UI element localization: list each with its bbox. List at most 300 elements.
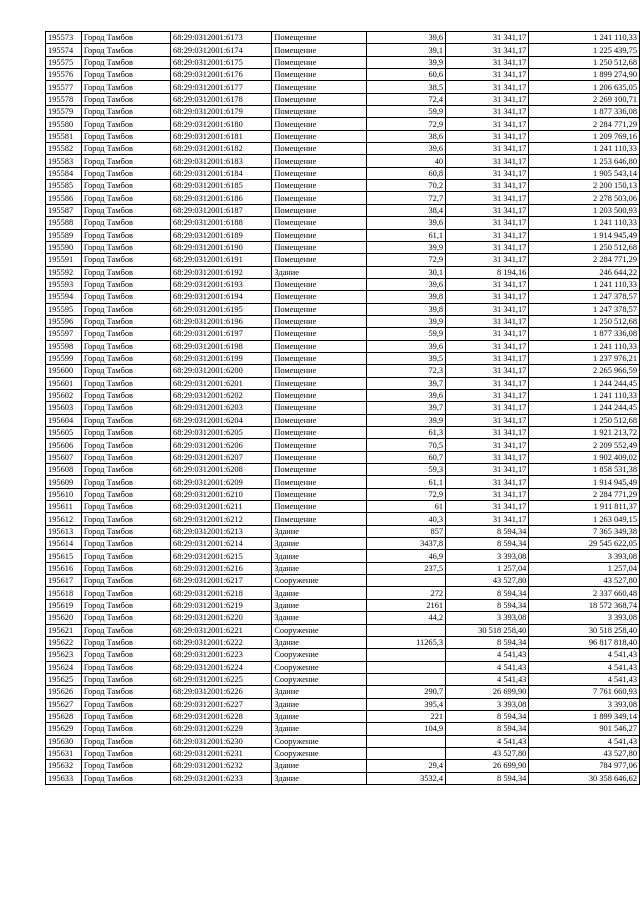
municipality-cell: Город Тамбов — [81, 180, 170, 192]
object-type-cell: Помещение — [272, 106, 367, 118]
row-number-cell: 195591 — [46, 254, 82, 266]
municipality-cell: Город Тамбов — [81, 93, 170, 105]
row-number-cell: 195633 — [46, 772, 82, 784]
municipality-cell: Город Тамбов — [81, 217, 170, 229]
municipality-cell: Город Тамбов — [81, 266, 170, 278]
area-cell: 29,4 — [367, 760, 446, 772]
area-cell: 11265,3 — [367, 636, 446, 648]
area-cell: 39,6 — [367, 340, 446, 352]
cadastral-value-table — [45, 31, 640, 785]
cadastral-value-cell: 2 269 100,71 — [529, 93, 640, 105]
object-type-cell: Помещение — [272, 278, 367, 290]
table-row — [46, 32, 640, 44]
area-cell: 39,6 — [367, 143, 446, 155]
unit-value-cell: 31 341,17 — [446, 328, 529, 340]
object-type-cell: Помещение — [272, 315, 367, 327]
row-number-cell: 195618 — [46, 587, 82, 599]
cadastral-number-cell: 68:29:0312001:6215 — [171, 550, 272, 562]
table-row — [46, 599, 640, 611]
table-row — [46, 624, 640, 636]
unit-value-cell: 8 594,34 — [446, 587, 529, 599]
cadastral-value-cell: 1 914 945,49 — [529, 476, 640, 488]
unit-value-cell: 8 594,34 — [446, 525, 529, 537]
table-row — [46, 488, 640, 500]
table-row — [46, 612, 640, 624]
area-cell: 38,6 — [367, 130, 446, 142]
table-row — [46, 760, 640, 772]
row-number-cell: 195596 — [46, 315, 82, 327]
table-row — [46, 229, 640, 241]
area-cell: 2161 — [367, 599, 446, 611]
area-cell: 59,9 — [367, 328, 446, 340]
object-type-cell: Помещение — [272, 414, 367, 426]
object-type-cell: Помещение — [272, 402, 367, 414]
cadastral-number-cell: 68:29:0312001:6179 — [171, 106, 272, 118]
cadastral-number-cell: 68:29:0312001:6186 — [171, 192, 272, 204]
unit-value-cell: 43 527,80 — [446, 575, 529, 587]
object-type-cell: Здание — [272, 599, 367, 611]
table-row — [46, 427, 640, 439]
municipality-cell: Город Тамбов — [81, 723, 170, 735]
unit-value-cell: 31 341,17 — [446, 340, 529, 352]
object-type-cell: Помещение — [272, 451, 367, 463]
cadastral-value-cell: 1 250 512,68 — [529, 56, 640, 68]
cadastral-number-cell: 68:29:0312001:6178 — [171, 93, 272, 105]
cadastral-number-cell: 68:29:0312001:6223 — [171, 649, 272, 661]
area-cell: 38,4 — [367, 204, 446, 216]
row-number-cell: 195593 — [46, 278, 82, 290]
area-cell: 72,4 — [367, 93, 446, 105]
unit-value-cell: 31 341,17 — [446, 56, 529, 68]
table-row — [46, 266, 640, 278]
unit-value-cell: 31 341,17 — [446, 44, 529, 56]
area-cell: 38,5 — [367, 81, 446, 93]
unit-value-cell: 31 341,17 — [446, 291, 529, 303]
table-row — [46, 476, 640, 488]
municipality-cell: Город Тамбов — [81, 389, 170, 401]
table-row — [46, 56, 640, 68]
unit-value-cell: 31 341,17 — [446, 130, 529, 142]
unit-value-cell: 3 393,08 — [446, 550, 529, 562]
object-type-cell: Помещение — [272, 501, 367, 513]
row-number-cell: 195601 — [46, 377, 82, 389]
table-row — [46, 735, 640, 747]
cadastral-number-cell: 68:29:0312001:6217 — [171, 575, 272, 587]
unit-value-cell: 31 341,17 — [446, 106, 529, 118]
municipality-cell: Город Тамбов — [81, 661, 170, 673]
object-type-cell: Здание — [272, 723, 367, 735]
unit-value-cell: 31 341,17 — [446, 476, 529, 488]
object-type-cell: Здание — [272, 562, 367, 574]
municipality-cell: Город Тамбов — [81, 575, 170, 587]
cadastral-value-cell: 4 541,43 — [529, 673, 640, 685]
row-number-cell: 195588 — [46, 217, 82, 229]
row-number-cell: 195581 — [46, 130, 82, 142]
area-cell: 857 — [367, 525, 446, 537]
cadastral-number-cell: 68:29:0312001:6183 — [171, 155, 272, 167]
cadastral-number-cell: 68:29:0312001:6196 — [171, 315, 272, 327]
cadastral-value-cell: 1 899 274,90 — [529, 69, 640, 81]
municipality-cell: Город Тамбов — [81, 254, 170, 266]
object-type-cell: Помещение — [272, 389, 367, 401]
area-cell: 290,7 — [367, 686, 446, 698]
cadastral-number-cell: 68:29:0312001:6226 — [171, 686, 272, 698]
cadastral-value-cell: 30 518 258,40 — [529, 624, 640, 636]
table-row — [46, 118, 640, 130]
municipality-cell: Город Тамбов — [81, 143, 170, 155]
row-number-cell: 195623 — [46, 649, 82, 661]
cadastral-value-cell: 7 365 349,38 — [529, 525, 640, 537]
cadastral-value-cell: 1 247 378,57 — [529, 303, 640, 315]
cadastral-number-cell: 68:29:0312001:6233 — [171, 772, 272, 784]
cadastral-number-cell: 68:29:0312001:6180 — [171, 118, 272, 130]
row-number-cell: 195615 — [46, 550, 82, 562]
area-cell: 60,7 — [367, 451, 446, 463]
area-cell: 39,9 — [367, 241, 446, 253]
cadastral-value-cell: 1 877 336,08 — [529, 328, 640, 340]
municipality-cell: Город Тамбов — [81, 562, 170, 574]
cadastral-number-cell: 68:29:0312001:6218 — [171, 587, 272, 599]
area-cell — [367, 575, 446, 587]
row-number-cell: 195573 — [46, 32, 82, 44]
cadastral-value-cell: 1 244 244,45 — [529, 377, 640, 389]
area-cell: 39,8 — [367, 291, 446, 303]
object-type-cell: Здание — [272, 550, 367, 562]
table-row — [46, 377, 640, 389]
cadastral-value-cell: 2 278 503,06 — [529, 192, 640, 204]
municipality-cell: Город Тамбов — [81, 278, 170, 290]
table-row — [46, 303, 640, 315]
table-row — [46, 661, 640, 673]
municipality-cell: Город Тамбов — [81, 673, 170, 685]
cadastral-value-cell: 1 250 512,68 — [529, 315, 640, 327]
table-row — [46, 587, 640, 599]
cadastral-number-cell: 68:29:0312001:6185 — [171, 180, 272, 192]
row-number-cell: 195611 — [46, 501, 82, 513]
area-cell: 59,3 — [367, 464, 446, 476]
cadastral-value-cell: 2 265 966,59 — [529, 365, 640, 377]
row-number-cell: 195605 — [46, 427, 82, 439]
cadastral-value-cell: 1 250 512,68 — [529, 241, 640, 253]
cadastral-number-cell: 68:29:0312001:6230 — [171, 735, 272, 747]
cadastral-number-cell: 68:29:0312001:6213 — [171, 525, 272, 537]
cadastral-value-cell: 2 284 771,29 — [529, 118, 640, 130]
municipality-cell: Город Тамбов — [81, 550, 170, 562]
cadastral-number-cell: 68:29:0312001:6195 — [171, 303, 272, 315]
cadastral-number-cell: 68:29:0312001:6221 — [171, 624, 272, 636]
table-row — [46, 389, 640, 401]
municipality-cell: Город Тамбов — [81, 451, 170, 463]
cadastral-number-cell: 68:29:0312001:6198 — [171, 340, 272, 352]
row-number-cell: 195622 — [46, 636, 82, 648]
object-type-cell: Помещение — [272, 180, 367, 192]
table-row — [46, 772, 640, 784]
row-number-cell: 195592 — [46, 266, 82, 278]
cadastral-value-cell: 3 393,08 — [529, 550, 640, 562]
row-number-cell: 195626 — [46, 686, 82, 698]
row-number-cell: 195576 — [46, 69, 82, 81]
municipality-cell: Город Тамбов — [81, 538, 170, 550]
cadastral-value-cell: 1 241 110,33 — [529, 217, 640, 229]
row-number-cell: 195604 — [46, 414, 82, 426]
area-cell: 39,6 — [367, 278, 446, 290]
area-cell: 221 — [367, 710, 446, 722]
municipality-cell: Город Тамбов — [81, 155, 170, 167]
row-number-cell: 195628 — [46, 710, 82, 722]
row-number-cell: 195600 — [46, 365, 82, 377]
unit-value-cell: 1 257,04 — [446, 562, 529, 574]
object-type-cell: Помещение — [272, 476, 367, 488]
municipality-cell: Город Тамбов — [81, 352, 170, 364]
object-type-cell: Сооружение — [272, 575, 367, 587]
municipality-cell: Город Тамбов — [81, 204, 170, 216]
table-row — [46, 513, 640, 525]
unit-value-cell: 8 194,16 — [446, 266, 529, 278]
row-number-cell: 195619 — [46, 599, 82, 611]
unit-value-cell: 31 341,17 — [446, 303, 529, 315]
cadastral-value-cell: 1 241 110,33 — [529, 389, 640, 401]
cadastral-value-cell: 3 393,08 — [529, 612, 640, 624]
row-number-cell: 195620 — [46, 612, 82, 624]
cadastral-number-cell: 68:29:0312001:6193 — [171, 278, 272, 290]
cadastral-number-cell: 68:29:0312001:6176 — [171, 69, 272, 81]
unit-value-cell: 31 341,17 — [446, 254, 529, 266]
unit-value-cell: 8 594,34 — [446, 538, 529, 550]
unit-value-cell: 31 341,17 — [446, 192, 529, 204]
object-type-cell: Сооружение — [272, 735, 367, 747]
municipality-cell: Город Тамбов — [81, 476, 170, 488]
unit-value-cell: 31 341,17 — [446, 143, 529, 155]
municipality-cell: Город Тамбов — [81, 612, 170, 624]
area-cell: 46,9 — [367, 550, 446, 562]
object-type-cell: Сооружение — [272, 661, 367, 673]
row-number-cell: 195578 — [46, 93, 82, 105]
cadastral-value-cell: 2 200 150,13 — [529, 180, 640, 192]
table-row — [46, 315, 640, 327]
object-type-cell: Помещение — [272, 167, 367, 179]
row-number-cell: 195595 — [46, 303, 82, 315]
cadastral-number-cell: 68:29:0312001:6214 — [171, 538, 272, 550]
area-cell — [367, 673, 446, 685]
area-cell — [367, 661, 446, 673]
cadastral-number-cell: 68:29:0312001:6197 — [171, 328, 272, 340]
area-cell: 70,5 — [367, 439, 446, 451]
cadastral-value-cell: 4 541,43 — [529, 735, 640, 747]
cadastral-number-cell: 68:29:0312001:6200 — [171, 365, 272, 377]
cadastral-value-cell: 1 253 646,80 — [529, 155, 640, 167]
row-number-cell: 195587 — [46, 204, 82, 216]
municipality-cell: Город Тамбов — [81, 525, 170, 537]
unit-value-cell: 8 594,34 — [446, 772, 529, 784]
row-number-cell: 195614 — [46, 538, 82, 550]
cadastral-value-cell: 96 817 818,40 — [529, 636, 640, 648]
object-type-cell: Помещение — [272, 155, 367, 167]
table-row — [46, 155, 640, 167]
area-cell: 59,9 — [367, 106, 446, 118]
table-row — [46, 278, 640, 290]
unit-value-cell: 4 541,43 — [446, 649, 529, 661]
area-cell: 72,9 — [367, 488, 446, 500]
row-number-cell: 195610 — [46, 488, 82, 500]
cadastral-number-cell: 68:29:0312001:6211 — [171, 501, 272, 513]
cadastral-value-cell: 1 244 244,45 — [529, 402, 640, 414]
municipality-cell: Город Тамбов — [81, 365, 170, 377]
row-number-cell: 195627 — [46, 698, 82, 710]
object-type-cell: Помещение — [272, 241, 367, 253]
table-row — [46, 365, 640, 377]
object-type-cell: Сооружение — [272, 649, 367, 661]
cadastral-number-cell: 68:29:0312001:6187 — [171, 204, 272, 216]
area-cell: 39,9 — [367, 414, 446, 426]
unit-value-cell: 31 341,17 — [446, 464, 529, 476]
table-row — [46, 414, 640, 426]
cadastral-number-cell: 68:29:0312001:6182 — [171, 143, 272, 155]
row-number-cell: 195577 — [46, 81, 82, 93]
area-cell: 61,1 — [367, 476, 446, 488]
area-cell: 272 — [367, 587, 446, 599]
unit-value-cell: 31 341,17 — [446, 204, 529, 216]
table-row — [46, 710, 640, 722]
unit-value-cell: 3 393,08 — [446, 698, 529, 710]
row-number-cell: 195629 — [46, 723, 82, 735]
area-cell: 39,6 — [367, 217, 446, 229]
area-cell: 40 — [367, 155, 446, 167]
cadastral-number-cell: 68:29:0312001:6181 — [171, 130, 272, 142]
unit-value-cell: 26 699,90 — [446, 686, 529, 698]
unit-value-cell: 31 341,17 — [446, 365, 529, 377]
cadastral-value-cell: 1 206 635,05 — [529, 81, 640, 93]
cadastral-value-cell: 18 572 368,74 — [529, 599, 640, 611]
municipality-cell: Город Тамбов — [81, 130, 170, 142]
object-type-cell: Здание — [272, 760, 367, 772]
municipality-cell: Город Тамбов — [81, 686, 170, 698]
object-type-cell: Помещение — [272, 217, 367, 229]
unit-value-cell: 31 341,17 — [446, 180, 529, 192]
area-cell: 44,2 — [367, 612, 446, 624]
cadastral-value-cell: 1 921 213,72 — [529, 427, 640, 439]
cadastral-value-cell: 1 911 811,37 — [529, 501, 640, 513]
area-cell: 39,9 — [367, 315, 446, 327]
object-type-cell: Здание — [272, 612, 367, 624]
municipality-cell: Город Тамбов — [81, 328, 170, 340]
cadastral-value-cell: 1 241 110,33 — [529, 278, 640, 290]
object-type-cell: Помещение — [272, 488, 367, 500]
table-row — [46, 723, 640, 735]
area-cell: 72,9 — [367, 254, 446, 266]
cadastral-value-cell: 1 241 110,33 — [529, 340, 640, 352]
object-type-cell: Помещение — [272, 81, 367, 93]
area-cell: 30,1 — [367, 266, 446, 278]
area-cell: 72,7 — [367, 192, 446, 204]
unit-value-cell: 31 341,17 — [446, 118, 529, 130]
area-cell: 39,1 — [367, 44, 446, 56]
cadastral-value-cell: 1 914 945,49 — [529, 229, 640, 241]
row-number-cell: 195590 — [46, 241, 82, 253]
area-cell: 39,6 — [367, 389, 446, 401]
table-row — [46, 673, 640, 685]
cadastral-value-cell: 1 899 349,14 — [529, 710, 640, 722]
unit-value-cell: 31 341,17 — [446, 451, 529, 463]
cadastral-number-cell: 68:29:0312001:6225 — [171, 673, 272, 685]
table-row — [46, 575, 640, 587]
row-number-cell: 195586 — [46, 192, 82, 204]
cadastral-number-cell: 68:29:0312001:6190 — [171, 241, 272, 253]
area-cell — [367, 735, 446, 747]
municipality-cell: Город Тамбов — [81, 624, 170, 636]
municipality-cell: Город Тамбов — [81, 340, 170, 352]
row-number-cell: 195580 — [46, 118, 82, 130]
cadastral-number-cell: 68:29:0312001:6224 — [171, 661, 272, 673]
object-type-cell: Здание — [272, 772, 367, 784]
area-cell: 61,1 — [367, 229, 446, 241]
row-number-cell: 195574 — [46, 44, 82, 56]
table-row — [46, 686, 640, 698]
unit-value-cell: 31 341,17 — [446, 81, 529, 93]
row-number-cell: 195575 — [46, 56, 82, 68]
table-row — [46, 464, 640, 476]
row-number-cell: 195579 — [46, 106, 82, 118]
cadastral-value-cell: 784 977,06 — [529, 760, 640, 772]
row-number-cell: 195621 — [46, 624, 82, 636]
cadastral-number-cell: 68:29:0312001:6199 — [171, 352, 272, 364]
cadastral-value-cell: 43 527,80 — [529, 575, 640, 587]
row-number-cell: 195607 — [46, 451, 82, 463]
table-row — [46, 747, 640, 759]
area-cell: 39,7 — [367, 377, 446, 389]
cadastral-number-cell: 68:29:0312001:6204 — [171, 414, 272, 426]
cadastral-number-cell: 68:29:0312001:6202 — [171, 389, 272, 401]
cadastral-number-cell: 68:29:0312001:6231 — [171, 747, 272, 759]
table-row — [46, 44, 640, 56]
municipality-cell: Город Тамбов — [81, 402, 170, 414]
row-number-cell: 195612 — [46, 513, 82, 525]
cadastral-number-cell: 68:29:0312001:6191 — [171, 254, 272, 266]
municipality-cell: Город Тамбов — [81, 106, 170, 118]
row-number-cell: 195598 — [46, 340, 82, 352]
unit-value-cell: 31 341,17 — [446, 217, 529, 229]
table-row — [46, 525, 640, 537]
unit-value-cell: 31 341,17 — [446, 155, 529, 167]
table-row — [46, 649, 640, 661]
table-row — [46, 81, 640, 93]
cadastral-value-cell: 3 393,08 — [529, 698, 640, 710]
table-row — [46, 254, 640, 266]
area-cell: 60,6 — [367, 69, 446, 81]
row-number-cell: 195608 — [46, 464, 82, 476]
cadastral-number-cell: 68:29:0312001:6173 — [171, 32, 272, 44]
row-number-cell: 195624 — [46, 661, 82, 673]
table-row — [46, 106, 640, 118]
cadastral-number-cell: 68:29:0312001:6219 — [171, 599, 272, 611]
cadastral-number-cell: 68:29:0312001:6188 — [171, 217, 272, 229]
row-number-cell: 195617 — [46, 575, 82, 587]
unit-value-cell: 31 341,17 — [446, 488, 529, 500]
object-type-cell: Здание — [272, 686, 367, 698]
area-cell: 39,5 — [367, 352, 446, 364]
row-number-cell: 195583 — [46, 155, 82, 167]
row-number-cell: 195609 — [46, 476, 82, 488]
municipality-cell: Город Тамбов — [81, 747, 170, 759]
cadastral-number-cell: 68:29:0312001:6201 — [171, 377, 272, 389]
unit-value-cell: 31 341,17 — [446, 427, 529, 439]
municipality-cell: Город Тамбов — [81, 513, 170, 525]
table-row — [46, 241, 640, 253]
municipality-cell: Город Тамбов — [81, 710, 170, 722]
municipality-cell: Город Тамбов — [81, 167, 170, 179]
unit-value-cell: 31 341,17 — [446, 414, 529, 426]
area-cell: 72,9 — [367, 118, 446, 130]
object-type-cell: Помещение — [272, 204, 367, 216]
